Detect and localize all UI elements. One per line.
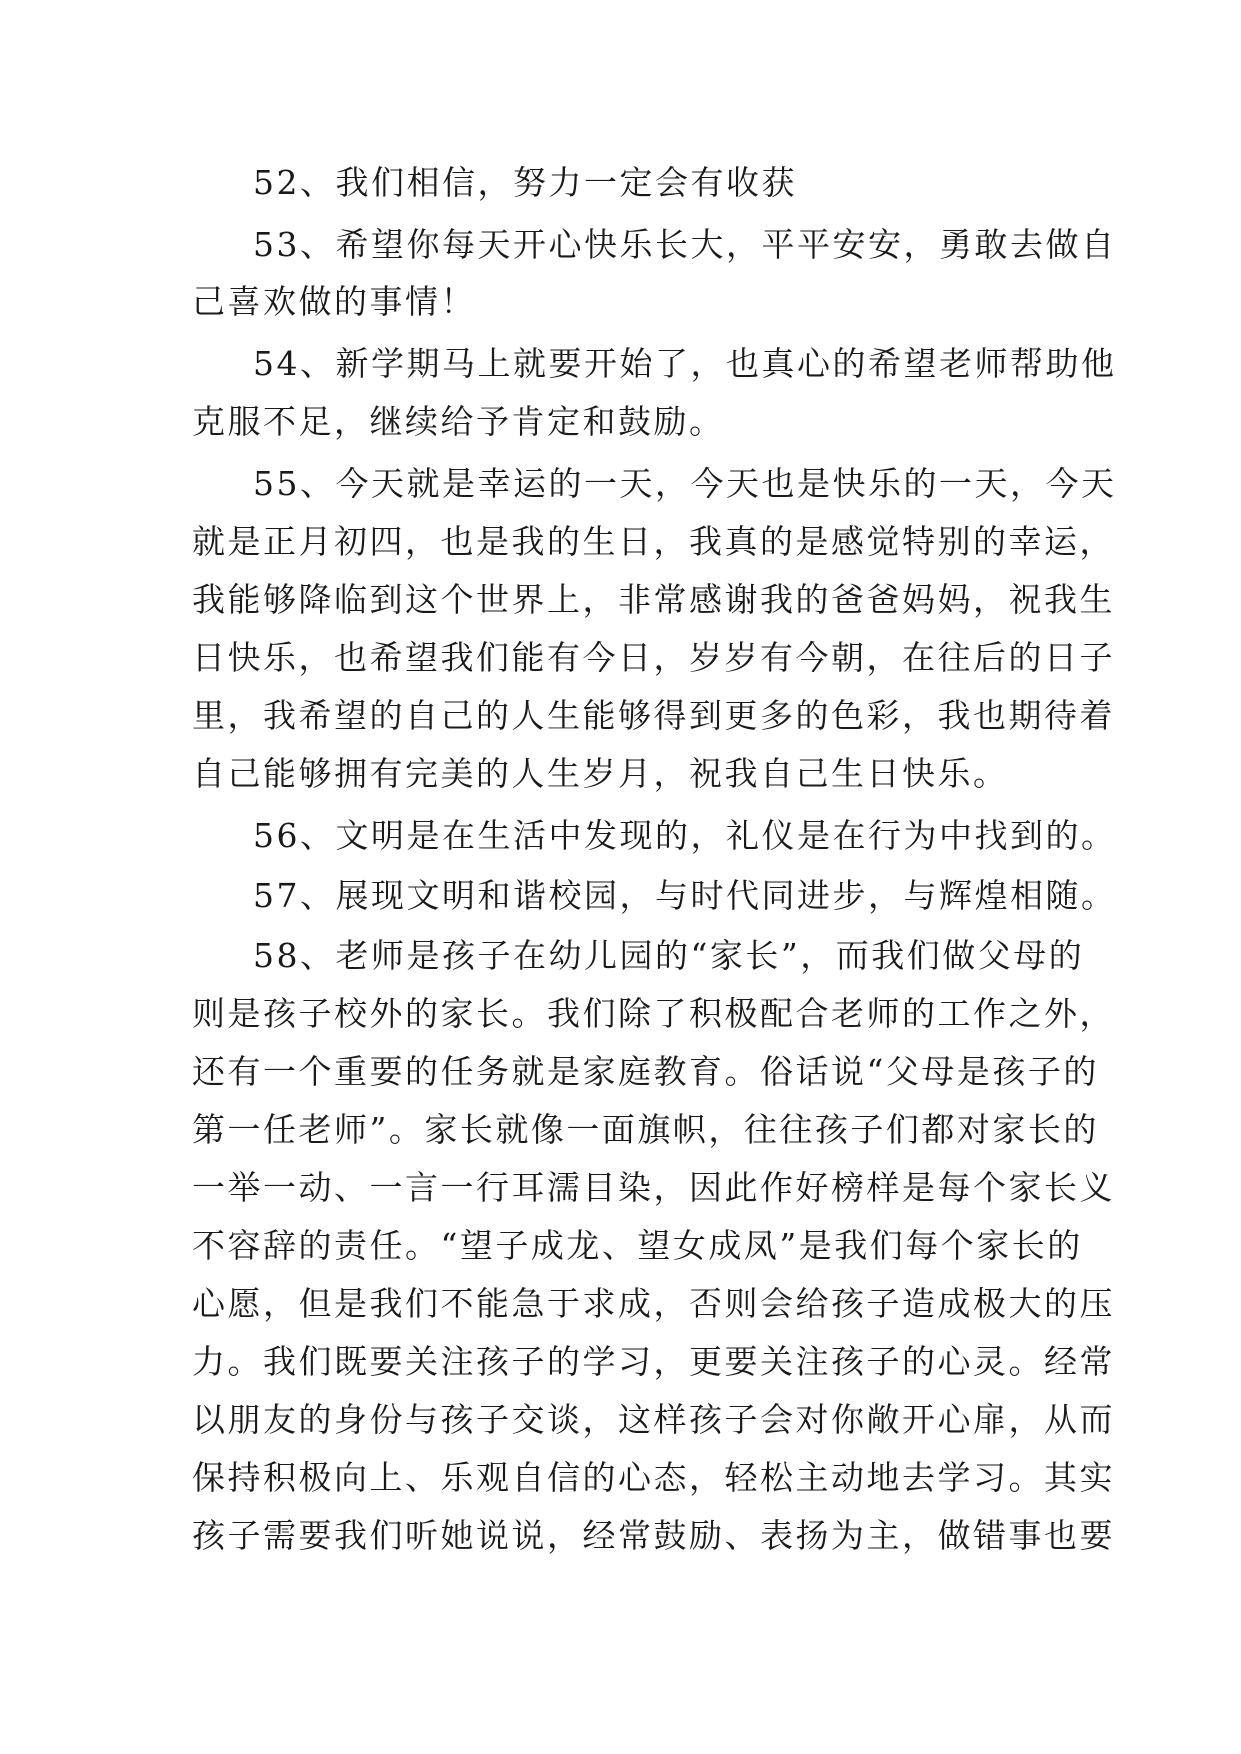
- text-line-53-cont: 己喜欢做的事情！: [192, 282, 476, 321]
- text-line-55-cont-1: 就是正月初四，也是我的生日，我真的是感觉特别的幸运，: [192, 522, 1115, 561]
- text-line-57: 57、展现文明和谐校园，与时代同进步，与辉煌相随。: [253, 876, 1117, 915]
- text-line-52: 52、我们相信，努力一定会有收获: [253, 163, 797, 202]
- text-line-58-cont-5: 不容辞的责任。“望子成龙、望女成凤”是我们每个家长的: [192, 1226, 1083, 1265]
- text-line-55-cont-5: 自己能够拥有完美的人生岁月，祝我自己生日快乐。: [192, 754, 1009, 793]
- text-line-58-cont-8: 以朋友的身份与孩子交谈，这样孩子会对你敞开心扉，从而: [192, 1400, 1115, 1439]
- text-line-58-cont-3: 第一任老师”。家长就像一面旗帜，往往孩子们都对家长的: [192, 1110, 1099, 1149]
- text-line-55-cont-3: 日快乐，也希望我们能有今日，岁岁有今朝，在往后的日子: [192, 638, 1115, 677]
- text-line-55-cont-2: 我能够降临到这个世界上，非常感谢我的爸爸妈妈，祝我生: [192, 580, 1115, 619]
- text-line-53: 53、希望你每天开心快乐长大，平平安安，勇敢去做自: [253, 225, 1117, 264]
- text-line-55: 55、今天就是幸运的一天，今天也是快乐的一天，今天: [253, 464, 1117, 503]
- text-line-54-cont: 克服不足，继续给予肯定和鼓励。: [192, 402, 725, 441]
- text-line-54: 54、新学期马上就要开始了，也真心的希望老师帮助他: [253, 344, 1117, 383]
- text-line-58-cont-6: 心愿，但是我们不能急于求成，否则会给孩子造成极大的压: [192, 1284, 1115, 1323]
- text-line-55-cont-4: 里，我希望的自己的人生能够得到更多的色彩，我也期待着: [192, 696, 1115, 735]
- text-line-58-cont-4: 一举一动、一言一行耳濡目染，因此作好榜样是每个家长义: [192, 1168, 1115, 1207]
- text-line-58-cont-9: 保持积极向上、乐观自信的心态，轻松主动地去学习。其实: [192, 1458, 1115, 1497]
- text-line-58-cont-10: 孩子需要我们听她说说，经常鼓励、表扬为主，做错事也要: [192, 1516, 1115, 1555]
- text-line-58-cont-2: 还有一个重要的任务就是家庭教育。俗话说“父母是孩子的: [192, 1052, 1099, 1091]
- text-line-56: 56、文明是在生活中发现的，礼仪是在行为中找到的。: [253, 816, 1117, 855]
- text-line-58-cont-7: 力。我们既要关注孩子的学习，更要关注孩子的心灵。经常: [192, 1342, 1115, 1381]
- text-line-58: 58、老师是孩子在幼儿园的“家长”，而我们做父母的: [253, 936, 1085, 975]
- text-line-58-cont-1: 则是孩子校外的家长。我们除了积极配合老师的工作之外，: [192, 994, 1115, 1033]
